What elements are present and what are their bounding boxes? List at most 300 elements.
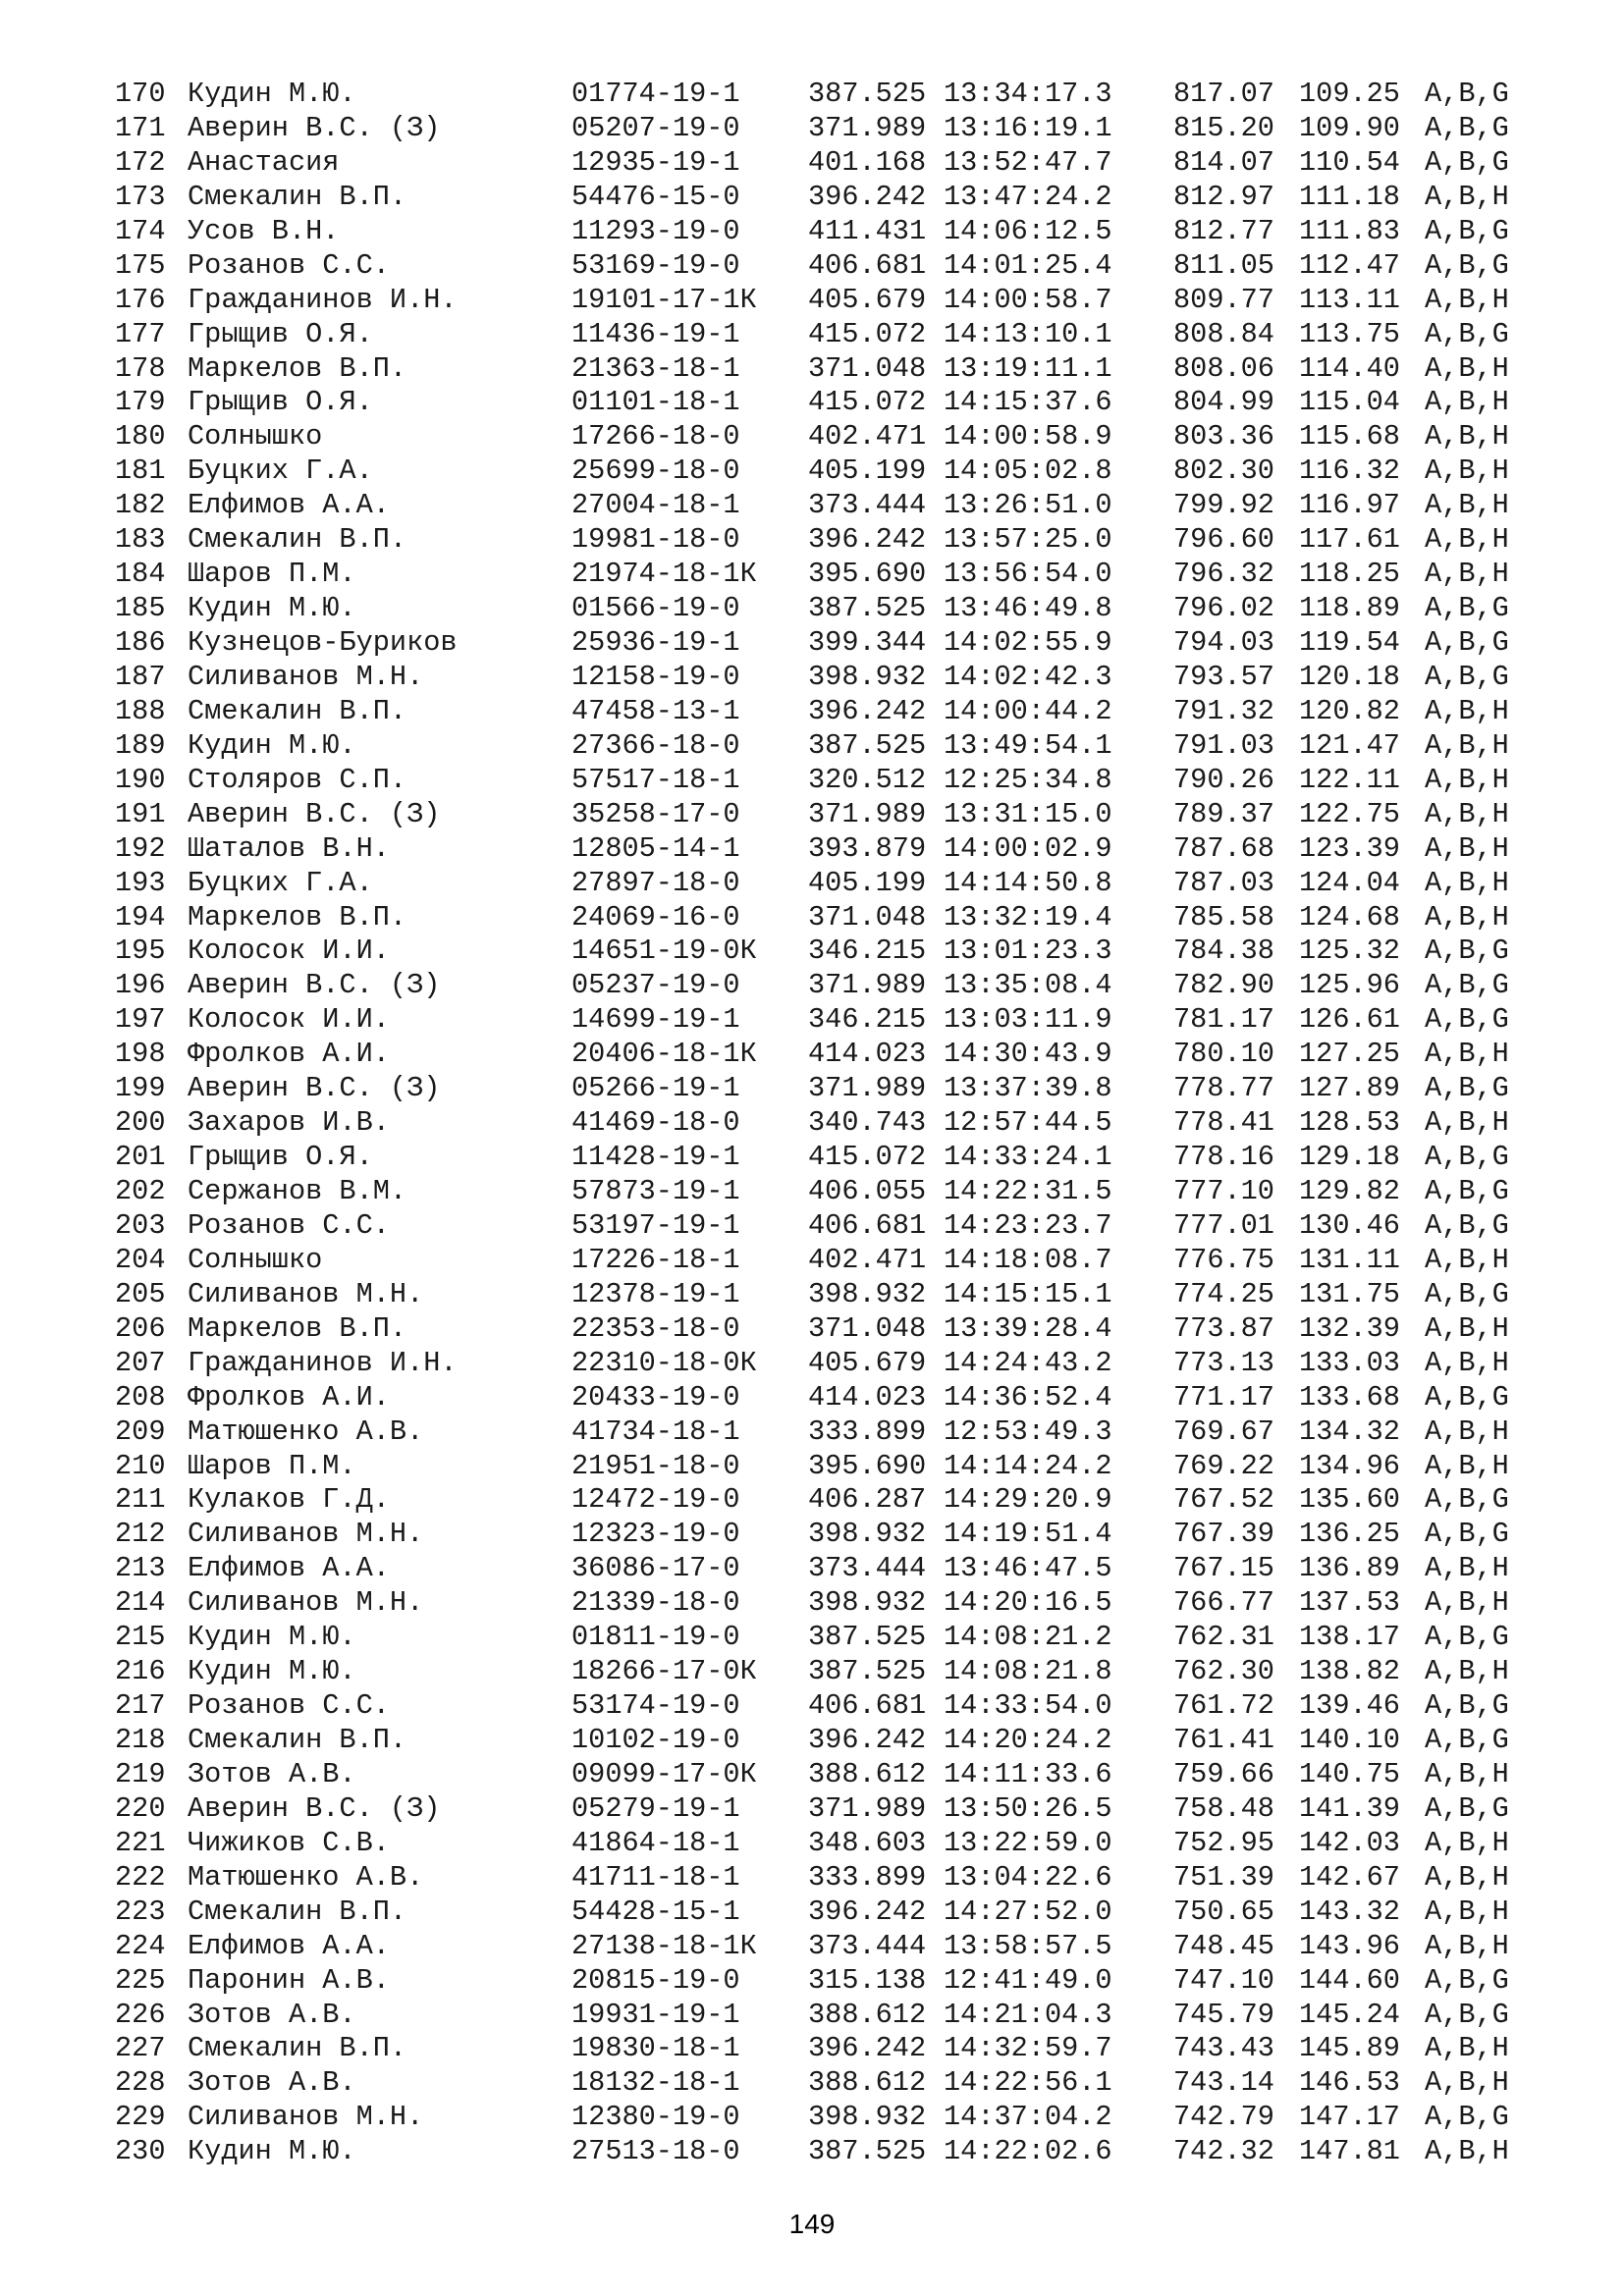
table-row — [115, 1724, 1548, 1758]
cell-categories: A,B,G — [1425, 660, 1509, 693]
table-row — [115, 1586, 1548, 1621]
table-row — [115, 1758, 1548, 1792]
cell-arrival-time: 13:49:54.1 — [944, 728, 1112, 762]
cell-arrival-time: 13:01:23.3 — [944, 934, 1112, 968]
cell-categories: A,B,H — [1425, 1038, 1509, 1071]
table-row — [115, 1381, 1548, 1415]
cell-speed: 751.39 — [1173, 1860, 1274, 1894]
results-table — [115, 78, 1548, 2169]
cell-owner-name: Аверин В.С. (З) — [188, 797, 441, 830]
cell-distance: 396.242 — [808, 523, 927, 557]
cell-coefficient: 116.97 — [1299, 489, 1400, 522]
cell-arrival-time: 14:14:50.8 — [944, 866, 1112, 899]
cell-coefficient: 115.68 — [1299, 420, 1400, 454]
cell-owner-name: Грыщив О.Я. — [188, 1141, 373, 1174]
cell-ring-number: 27897-18-0 — [571, 866, 740, 899]
cell-coefficient: 141.39 — [1299, 1791, 1400, 1825]
cell-place: 191 — [115, 797, 166, 830]
cell-categories: A,B,G — [1425, 1998, 1509, 2031]
cell-owner-name: Смекалин В.П. — [188, 180, 407, 213]
cell-speed: 773.87 — [1173, 1311, 1274, 1345]
cell-arrival-time: 13:52:47.7 — [944, 145, 1112, 179]
cell-owner-name: Захаров И.В. — [188, 1106, 390, 1140]
cell-owner-name: Грыщив О.Я. — [188, 317, 373, 350]
cell-arrival-time: 12:57:44.5 — [944, 1106, 1112, 1140]
cell-coefficient: 137.53 — [1299, 1586, 1400, 1620]
cell-place: 196 — [115, 969, 166, 1002]
cell-ring-number: 10102-19-0 — [571, 1724, 740, 1756]
cell-arrival-time: 14:06:12.5 — [944, 214, 1112, 247]
cell-owner-name: Елфимов А.А. — [188, 489, 390, 522]
cell-categories: A,B,H — [1425, 1311, 1509, 1345]
cell-place: 190 — [115, 763, 166, 796]
cell-categories: A,B,H — [1425, 1243, 1509, 1276]
table-row — [115, 1347, 1548, 1381]
cell-distance: 320.512 — [808, 763, 927, 796]
cell-arrival-time: 13:35:08.4 — [944, 969, 1112, 1002]
cell-categories: A,B,G — [1425, 2101, 1509, 2134]
cell-distance: 396.242 — [808, 180, 927, 213]
cell-place: 214 — [115, 1586, 166, 1620]
cell-distance: 406.681 — [808, 248, 927, 282]
cell-place: 209 — [115, 1415, 166, 1448]
cell-owner-name: Аверин В.С. (З) — [188, 969, 441, 1002]
table-row — [115, 78, 1548, 112]
table-row — [115, 1930, 1548, 1964]
cell-arrival-time: 13:22:59.0 — [944, 1826, 1112, 1859]
cell-distance: 396.242 — [808, 1724, 927, 1756]
cell-ring-number: 11428-19-1 — [571, 1141, 740, 1174]
cell-coefficient: 130.46 — [1299, 1208, 1400, 1242]
cell-distance: 411.431 — [808, 214, 927, 247]
cell-distance: 398.932 — [808, 1277, 927, 1310]
cell-arrival-time: 13:04:22.6 — [944, 1860, 1112, 1894]
table-row — [115, 523, 1548, 558]
cell-distance: 398.932 — [808, 1518, 927, 1551]
cell-place: 180 — [115, 420, 166, 454]
cell-owner-name: Кудин М.Ю. — [188, 1655, 356, 1688]
cell-coefficient: 131.75 — [1299, 1277, 1400, 1310]
cell-place: 230 — [115, 2135, 166, 2168]
cell-ring-number: 53174-19-0 — [571, 1689, 740, 1723]
cell-ring-number: 12158-19-0 — [571, 660, 740, 693]
cell-distance: 402.471 — [808, 1243, 927, 1276]
cell-speed: 817.07 — [1173, 78, 1274, 110]
cell-distance: 371.989 — [808, 1791, 927, 1825]
cell-distance: 387.525 — [808, 728, 927, 762]
cell-distance: 371.989 — [808, 111, 927, 144]
cell-distance: 348.603 — [808, 1826, 927, 1859]
cell-distance: 315.138 — [808, 1963, 927, 1997]
cell-arrival-time: 13:58:57.5 — [944, 1929, 1112, 1962]
cell-ring-number: 21339-18-0 — [571, 1586, 740, 1620]
cell-distance: 405.199 — [808, 866, 927, 899]
cell-owner-name: Солнышко — [188, 1243, 323, 1276]
cell-speed: 796.02 — [1173, 592, 1274, 625]
cell-distance: 388.612 — [808, 1998, 927, 2031]
cell-ring-number: 01774-19-1 — [571, 78, 740, 110]
cell-owner-name: Зотов А.В. — [188, 1757, 356, 1790]
cell-ring-number: 01101-18-1 — [571, 386, 740, 419]
cell-speed: 745.79 — [1173, 1998, 1274, 2031]
cell-owner-name: Паронин А.В. — [188, 1963, 390, 1997]
cell-coefficient: 145.24 — [1299, 1998, 1400, 2031]
table-row — [115, 1106, 1548, 1141]
cell-distance: 396.242 — [808, 694, 927, 727]
cell-speed: 766.77 — [1173, 1586, 1274, 1620]
table-row — [115, 2066, 1548, 2101]
cell-coefficient: 139.46 — [1299, 1689, 1400, 1723]
cell-arrival-time: 13:50:26.5 — [944, 1791, 1112, 1825]
table-row — [115, 386, 1548, 420]
cell-distance: 402.471 — [808, 420, 927, 454]
cell-owner-name: Сержанов В.М. — [188, 1175, 407, 1207]
cell-owner-name: Кудин М.Ю. — [188, 728, 356, 762]
cell-categories: A,B,G — [1425, 1724, 1509, 1756]
cell-distance: 333.899 — [808, 1860, 927, 1894]
cell-place: 202 — [115, 1175, 166, 1207]
cell-place: 170 — [115, 78, 166, 110]
cell-coefficient: 127.25 — [1299, 1038, 1400, 1071]
cell-coefficient: 118.25 — [1299, 558, 1400, 591]
cell-ring-number: 27138-18-1К — [571, 1929, 757, 1962]
table-row — [115, 1415, 1548, 1450]
cell-ring-number: 36086-17-0 — [571, 1552, 740, 1585]
cell-ring-number: 41469-18-0 — [571, 1106, 740, 1140]
cell-arrival-time: 14:33:24.1 — [944, 1141, 1112, 1174]
cell-speed: 767.39 — [1173, 1518, 1274, 1551]
cell-place: 173 — [115, 180, 166, 213]
cell-owner-name: Колосок И.И. — [188, 1003, 390, 1037]
cell-speed: 767.52 — [1173, 1483, 1274, 1517]
cell-place: 220 — [115, 1791, 166, 1825]
cell-ring-number: 41734-18-1 — [571, 1415, 740, 1448]
cell-ring-number: 22353-18-0 — [571, 1311, 740, 1345]
table-row — [115, 420, 1548, 454]
cell-place: 175 — [115, 248, 166, 282]
cell-speed: 789.37 — [1173, 797, 1274, 830]
cell-coefficient: 125.32 — [1299, 934, 1400, 968]
cell-speed: 794.03 — [1173, 626, 1274, 659]
cell-arrival-time: 14:00:44.2 — [944, 694, 1112, 727]
cell-categories: A,B,H — [1425, 1415, 1509, 1448]
cell-categories: A,B,H — [1425, 1929, 1509, 1962]
table-row — [115, 1689, 1548, 1724]
table-row — [115, 1896, 1548, 1930]
table-row — [115, 215, 1548, 249]
cell-ring-number: 05266-19-1 — [571, 1072, 740, 1105]
cell-arrival-time: 13:37:39.8 — [944, 1072, 1112, 1105]
cell-owner-name: Маркелов В.П. — [188, 351, 407, 385]
cell-ring-number: 41711-18-1 — [571, 1860, 740, 1894]
cell-speed: 767.15 — [1173, 1552, 1274, 1585]
cell-categories: A,B,H — [1425, 1655, 1509, 1688]
table-row — [115, 1003, 1548, 1038]
cell-place: 215 — [115, 1621, 166, 1654]
table-row — [115, 1038, 1548, 1072]
cell-arrival-time: 13:57:25.0 — [944, 523, 1112, 557]
cell-owner-name: Аверин В.С. (З) — [188, 111, 441, 144]
cell-distance: 371.989 — [808, 1072, 927, 1105]
table-row — [115, 1312, 1548, 1347]
cell-place: 229 — [115, 2101, 166, 2134]
cell-place: 228 — [115, 2066, 166, 2100]
table-row — [115, 1621, 1548, 1655]
cell-speed: 743.43 — [1173, 2032, 1274, 2065]
cell-categories: A,B,G — [1425, 1621, 1509, 1654]
cell-coefficient: 119.54 — [1299, 626, 1400, 659]
cell-owner-name: Смекалин В.П. — [188, 2032, 407, 2065]
cell-speed: 773.13 — [1173, 1346, 1274, 1379]
cell-arrival-time: 13:19:11.1 — [944, 351, 1112, 385]
cell-owner-name: Смекалин В.П. — [188, 694, 407, 727]
cell-place: 174 — [115, 214, 166, 247]
cell-distance: 406.681 — [808, 1689, 927, 1723]
cell-ring-number: 14699-19-1 — [571, 1003, 740, 1037]
cell-ring-number: 12380-19-0 — [571, 2101, 740, 2134]
cell-distance: 396.242 — [808, 2032, 927, 2065]
cell-ring-number: 12805-14-1 — [571, 831, 740, 865]
cell-coefficient: 118.89 — [1299, 592, 1400, 625]
cell-owner-name: Аверин В.С. (З) — [188, 1791, 441, 1825]
table-row — [115, 592, 1548, 626]
cell-speed: 771.17 — [1173, 1380, 1274, 1414]
cell-ring-number: 57517-18-1 — [571, 763, 740, 796]
cell-place: 216 — [115, 1655, 166, 1688]
cell-distance: 396.242 — [808, 1895, 927, 1928]
cell-owner-name: Столяров С.П. — [188, 763, 407, 796]
cell-categories: A,B,G — [1425, 969, 1509, 1002]
table-row — [115, 112, 1548, 146]
table-row — [115, 1861, 1548, 1896]
cell-owner-name: Фролков А.И. — [188, 1038, 390, 1071]
cell-distance: 371.989 — [808, 797, 927, 830]
cell-categories: A,B,H — [1425, 420, 1509, 454]
cell-distance: 406.055 — [808, 1175, 927, 1207]
cell-distance: 346.215 — [808, 934, 927, 968]
cell-speed: 777.01 — [1173, 1208, 1274, 1242]
cell-speed: 781.17 — [1173, 1003, 1274, 1037]
cell-distance: 414.023 — [808, 1038, 927, 1071]
cell-speed: 809.77 — [1173, 283, 1274, 316]
cell-place: 187 — [115, 660, 166, 693]
cell-place: 218 — [115, 1724, 166, 1756]
cell-ring-number: 53169-19-0 — [571, 248, 740, 282]
cell-owner-name: Кудин М.Ю. — [188, 78, 356, 110]
table-row — [115, 661, 1548, 695]
cell-distance: 414.023 — [808, 1380, 927, 1414]
cell-arrival-time: 14:02:55.9 — [944, 626, 1112, 659]
cell-categories: A,B,H — [1425, 2135, 1509, 2168]
cell-owner-name: Матюшенко А.В. — [188, 1860, 424, 1894]
cell-speed: 743.14 — [1173, 2066, 1274, 2100]
cell-ring-number: 21951-18-0 — [571, 1449, 740, 1482]
cell-arrival-time: 13:32:19.4 — [944, 900, 1112, 934]
cell-coefficient: 142.67 — [1299, 1860, 1400, 1894]
cell-coefficient: 134.96 — [1299, 1449, 1400, 1482]
table-row — [115, 1827, 1548, 1861]
cell-coefficient: 111.83 — [1299, 214, 1400, 247]
cell-speed: 814.07 — [1173, 145, 1274, 179]
cell-ring-number: 54476-15-0 — [571, 180, 740, 213]
cell-place: 208 — [115, 1380, 166, 1414]
cell-ring-number: 25936-19-1 — [571, 626, 740, 659]
cell-coefficient: 144.60 — [1299, 1963, 1400, 1997]
cell-arrival-time: 14:01:25.4 — [944, 248, 1112, 282]
cell-speed: 787.68 — [1173, 831, 1274, 865]
cell-speed: 769.67 — [1173, 1415, 1274, 1448]
cell-speed: 780.10 — [1173, 1038, 1274, 1071]
cell-distance: 373.444 — [808, 1929, 927, 1962]
cell-arrival-time: 14:08:21.2 — [944, 1621, 1112, 1654]
cell-place: 227 — [115, 2032, 166, 2065]
cell-arrival-time: 14:21:04.3 — [944, 1998, 1112, 2031]
cell-categories: A,B,G — [1425, 214, 1509, 247]
cell-coefficient: 111.18 — [1299, 180, 1400, 213]
cell-speed: 804.99 — [1173, 386, 1274, 419]
table-row — [115, 1450, 1548, 1484]
cell-categories: A,B,H — [1425, 558, 1509, 591]
cell-coefficient: 114.40 — [1299, 351, 1400, 385]
cell-ring-number: 12378-19-1 — [571, 1277, 740, 1310]
cell-categories: A,B,G — [1425, 1963, 1509, 1997]
cell-ring-number: 20433-19-0 — [571, 1380, 740, 1414]
cell-coefficient: 140.75 — [1299, 1757, 1400, 1790]
cell-coefficient: 113.11 — [1299, 283, 1400, 316]
cell-coefficient: 140.10 — [1299, 1724, 1400, 1756]
cell-coefficient: 143.96 — [1299, 1929, 1400, 1962]
cell-ring-number: 25699-18-0 — [571, 454, 740, 488]
cell-ring-number: 54428-15-1 — [571, 1895, 740, 1928]
cell-ring-number: 17266-18-0 — [571, 420, 740, 454]
cell-place: 171 — [115, 111, 166, 144]
cell-coefficient: 138.82 — [1299, 1655, 1400, 1688]
cell-arrival-time: 12:25:34.8 — [944, 763, 1112, 796]
cell-place: 205 — [115, 1277, 166, 1310]
cell-owner-name: Силиванов М.Н. — [188, 1586, 424, 1620]
cell-speed: 808.84 — [1173, 317, 1274, 350]
cell-distance: 398.932 — [808, 2101, 927, 2134]
cell-coefficient: 136.89 — [1299, 1552, 1400, 1585]
cell-place: 219 — [115, 1757, 166, 1790]
cell-place: 206 — [115, 1311, 166, 1345]
cell-ring-number: 19981-18-0 — [571, 523, 740, 557]
cell-coefficient: 134.32 — [1299, 1415, 1400, 1448]
cell-ring-number: 01811-19-0 — [571, 1621, 740, 1654]
table-row — [115, 1552, 1548, 1586]
cell-place: 176 — [115, 283, 166, 316]
cell-coefficient: 133.68 — [1299, 1380, 1400, 1414]
cell-distance: 406.287 — [808, 1483, 927, 1517]
cell-categories: A,B,H — [1425, 831, 1509, 865]
table-row — [115, 969, 1548, 1003]
cell-categories: A,B,G — [1425, 592, 1509, 625]
cell-owner-name: Гражданинов И.Н. — [188, 283, 458, 316]
cell-owner-name: Колосок И.И. — [188, 934, 390, 968]
cell-place: 226 — [115, 1998, 166, 2031]
cell-categories: A,B,H — [1425, 1586, 1509, 1620]
cell-owner-name: Смекалин В.П. — [188, 1724, 407, 1756]
cell-coefficient: 143.32 — [1299, 1895, 1400, 1928]
cell-place: 199 — [115, 1072, 166, 1105]
cell-coefficient: 132.39 — [1299, 1311, 1400, 1345]
cell-distance: 371.048 — [808, 1311, 927, 1345]
cell-owner-name: Анастасия — [188, 145, 340, 179]
cell-ring-number: 22310-18-0К — [571, 1346, 757, 1379]
cell-ring-number: 19931-19-1 — [571, 1998, 740, 2031]
cell-arrival-time: 13:03:11.9 — [944, 1003, 1112, 1037]
page-number: 149 — [788, 2209, 836, 2239]
cell-place: 185 — [115, 592, 166, 625]
table-row — [115, 2032, 1548, 2066]
cell-ring-number: 35258-17-0 — [571, 797, 740, 830]
cell-categories: A,B,G — [1425, 1277, 1509, 1310]
cell-coefficient: 147.81 — [1299, 2135, 1400, 2168]
cell-categories: A,B,H — [1425, 2066, 1509, 2100]
cell-categories: A,B,G — [1425, 1141, 1509, 1174]
cell-ring-number: 57873-19-1 — [571, 1175, 740, 1207]
cell-owner-name: Шаталов В.Н. — [188, 831, 390, 865]
cell-speed: 785.58 — [1173, 900, 1274, 934]
cell-speed: 769.22 — [1173, 1449, 1274, 1482]
cell-distance: 415.072 — [808, 317, 927, 350]
cell-arrival-time: 13:39:28.4 — [944, 1311, 1112, 1345]
cell-owner-name: Смекалин В.П. — [188, 523, 407, 557]
cell-categories: A,B,H — [1425, 1757, 1509, 1790]
cell-speed: 759.66 — [1173, 1757, 1274, 1790]
cell-speed: 803.36 — [1173, 420, 1274, 454]
cell-coefficient: 129.82 — [1299, 1175, 1400, 1207]
table-row — [115, 249, 1548, 284]
cell-speed: 793.57 — [1173, 660, 1274, 693]
cell-categories: A,B,G — [1425, 248, 1509, 282]
cell-speed: 784.38 — [1173, 934, 1274, 968]
cell-place: 213 — [115, 1552, 166, 1585]
cell-categories: A,B,G — [1425, 1518, 1509, 1551]
cell-ring-number: 20815-19-0 — [571, 1963, 740, 1997]
cell-ring-number: 05279-19-1 — [571, 1791, 740, 1825]
cell-distance: 415.072 — [808, 386, 927, 419]
cell-arrival-time: 14:27:52.0 — [944, 1895, 1112, 1928]
cell-owner-name: Розанов С.С. — [188, 1689, 390, 1723]
cell-speed: 776.75 — [1173, 1243, 1274, 1276]
cell-place: 179 — [115, 386, 166, 419]
cell-owner-name: Силиванов М.Н. — [188, 1277, 424, 1310]
cell-speed: 778.41 — [1173, 1106, 1274, 1140]
cell-distance: 346.215 — [808, 1003, 927, 1037]
cell-arrival-time: 13:34:17.3 — [944, 78, 1112, 110]
table-row — [115, 1964, 1548, 1999]
cell-ring-number: 24069-16-0 — [571, 900, 740, 934]
cell-categories: A,B,H — [1425, 489, 1509, 522]
table-row — [115, 1518, 1548, 1552]
cell-arrival-time: 14:19:51.4 — [944, 1518, 1112, 1551]
cell-place: 225 — [115, 1963, 166, 1997]
cell-distance: 387.525 — [808, 2135, 927, 2168]
cell-place: 172 — [115, 145, 166, 179]
cell-categories: A,B,H — [1425, 1826, 1509, 1859]
cell-owner-name: Елфимов А.А. — [188, 1929, 390, 1962]
cell-coefficient: 124.68 — [1299, 900, 1400, 934]
cell-distance: 405.679 — [808, 1346, 927, 1379]
cell-speed: 796.32 — [1173, 558, 1274, 591]
cell-distance: 388.612 — [808, 2066, 927, 2100]
cell-place: 207 — [115, 1346, 166, 1379]
table-row — [115, 934, 1548, 969]
cell-ring-number: 12472-19-0 — [571, 1483, 740, 1517]
cell-speed: 752.95 — [1173, 1826, 1274, 1859]
cell-place: 195 — [115, 934, 166, 968]
